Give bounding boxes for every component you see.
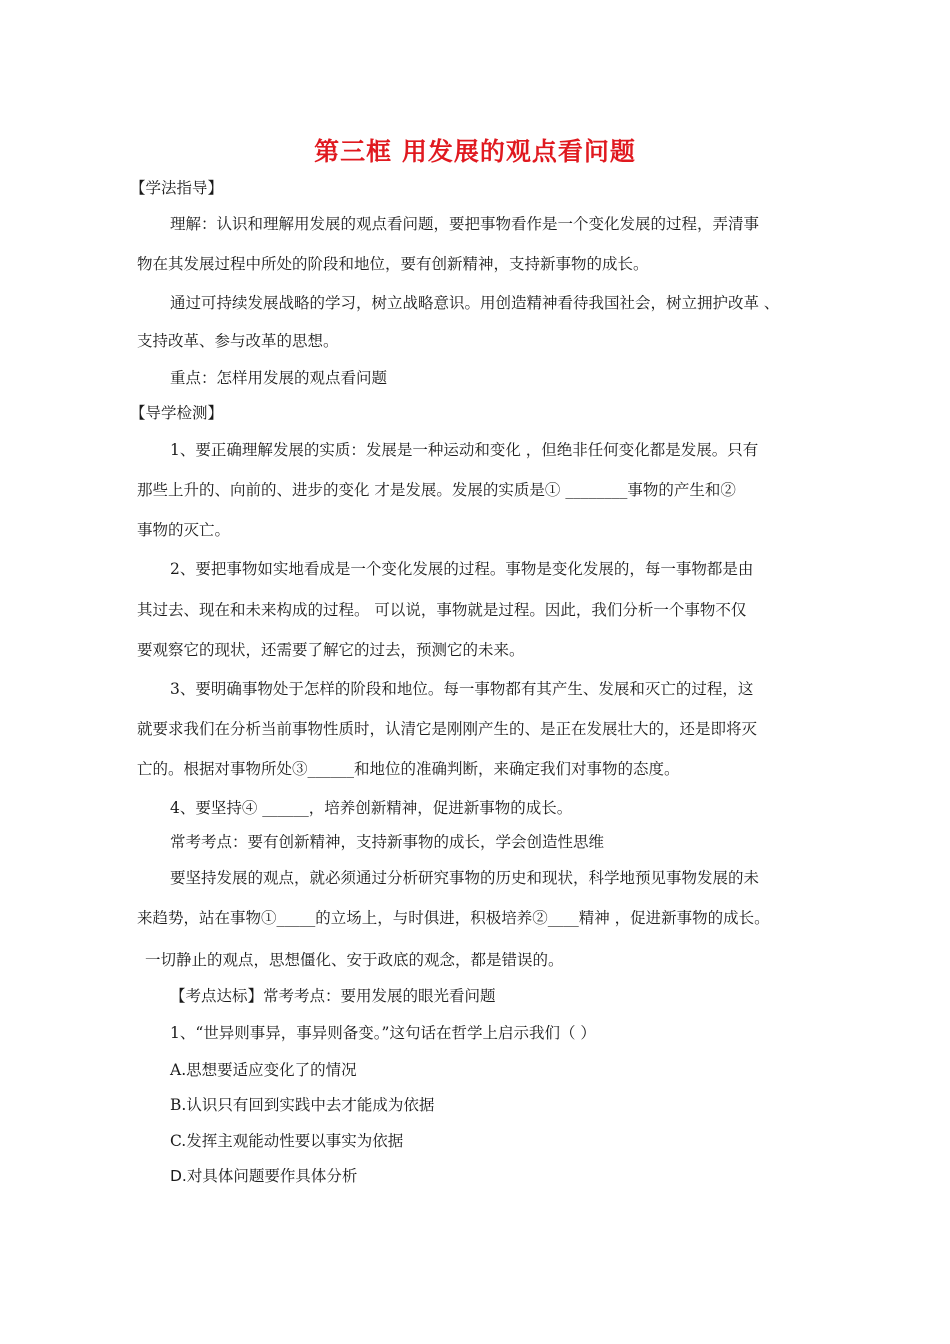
- paragraph-line: 来趋势，站在事物①_____的立场上，与时俱进，积极培养②____精神 ，促进新事物的成长。: [137, 909, 770, 927]
- paragraph-line: 理解：认识和理解用发展的观点看问题，要把事物看作是一个变化发展的过程，弄清事: [170, 215, 760, 233]
- paragraph-line: 常考考点：要有创新精神，支持新事物的成长，学会创造性思维: [170, 833, 605, 851]
- paragraph-line: 物在其发展过程中所处的阶段和地位，要有创新精神，支持新事物的成长。: [137, 255, 649, 273]
- paragraph-line: 3、要明确事物处于怎样的阶段和地位。每一事物都有其产生、发展和灭亡的过程，这: [170, 680, 754, 698]
- section-heading-exam-points: 【考点达标】常考考点：要用发展的眼光看问题: [170, 987, 496, 1005]
- option-d: D.对具体问题要作具体分析: [170, 1167, 358, 1185]
- section-heading-guided-check: 【导学检测】: [130, 404, 224, 422]
- paragraph-line: 那些上升的、向前的、进步的变化 才是发展。发展的实质是① ________事物的产生和②: [137, 481, 736, 499]
- paragraph-line: 要观察它的现状，还需要了解它的过去，预测它的未来。: [137, 641, 525, 659]
- paragraph-line: 4、要坚持④ ______，培养创新精神，促进新事物的成长。: [170, 799, 573, 817]
- paragraph-line: 通过可持续发展战略的学习，树立战略意识。用创造精神看待我国社会，树立拥护改革 、: [170, 294, 780, 312]
- paragraph-line: 就要求我们在分析当前事物性质时，认清它是刚刚产生的、是正在发展壮大的，还是即将灭: [137, 720, 758, 738]
- key-point-line: 重点：怎样用发展的观点看问题: [170, 369, 388, 387]
- paragraph-line: 支持改革、参与改革的思想。: [137, 332, 339, 350]
- option-c: C.发挥主观能动性要以事实为依据: [170, 1132, 404, 1150]
- paragraph-line: 事物的灭亡。: [137, 521, 231, 539]
- page-title: 第三框 用发展的观点看问题: [314, 137, 636, 166]
- option-a: A.思想要适应变化了的情况: [170, 1061, 357, 1079]
- option-b: B.认识只有回到实践中去才能成为依据: [170, 1096, 435, 1114]
- paragraph-line: 一切静止的观点，思想僵化、安于政底的观念，都是错误的。: [145, 951, 564, 969]
- question-stem: 1、“世异则事异，事异则备变。”这句话在哲学上启示我们（ ）: [170, 1024, 596, 1042]
- paragraph-line: 其过去、现在和未来构成的过程。 可以说，事物就是过程。因此，我们分析一个事物不仅: [137, 601, 747, 619]
- paragraph-line: 1、要正确理解发展的实质：发展是一种运动和变化 ，但绝非任何变化都是发展。只有: [170, 441, 759, 459]
- paragraph-line: 亡的。根据对事物所处③______和地位的准确判断，来确定我们对事物的态度。: [137, 760, 680, 778]
- section-heading-study-guide: 【学法指导】: [130, 179, 224, 197]
- paragraph-line: 要坚持发展的观点，就必须通过分析研究事物的历史和现状，科学地预见事物发展的未: [170, 869, 760, 887]
- paragraph-line: 2、要把事物如实地看成是一个变化发展的过程。事物是变化发展的，每一事物都是由: [170, 560, 754, 578]
